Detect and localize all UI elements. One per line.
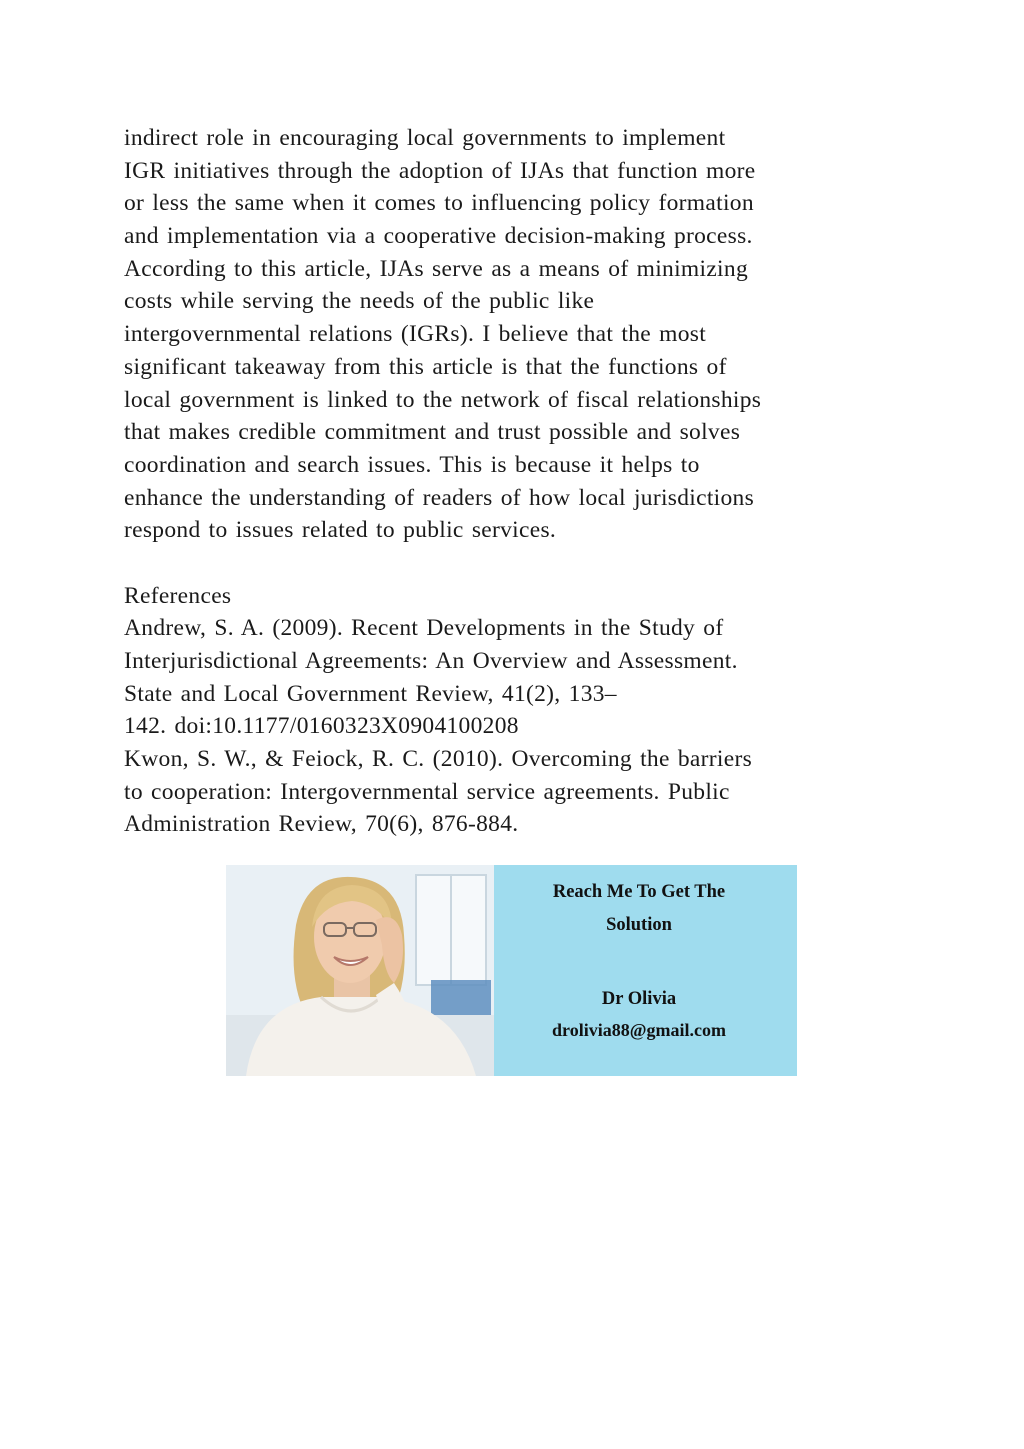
- reference-line: 142. doi:10.1177/0160323X0904100208: [124, 713, 519, 740]
- woman-photo-illustration: [226, 865, 494, 1076]
- body-line: costs while serving the needs of the public like: [124, 288, 595, 315]
- references-heading: References: [124, 582, 232, 609]
- woman-photo: [226, 865, 494, 1076]
- contact-line-1: Reach Me To Get The: [552, 882, 726, 902]
- body-line: indirect role in encouraging local governments to implement: [124, 125, 726, 151]
- contact-name: Dr Olivia: [601, 989, 677, 1009]
- body-line: respond to issues related to public services.: [124, 517, 557, 544]
- body-line: coordination and search issues. This is because it helps to: [124, 451, 700, 478]
- reference-line: State and Local Government Review, 41(2), 133–: [124, 680, 617, 707]
- reference-line: to cooperation: Intergovernmental service agreements. Public: [124, 778, 730, 805]
- contact-line-2: Solution: [606, 915, 672, 935]
- body-line: and implementation via a cooperative decision-making process.: [124, 223, 753, 250]
- body-line: or less the same when it comes to influencing policy formation: [124, 190, 754, 217]
- body-line: According to this article, IJAs serve as a means of minimizing: [124, 255, 748, 282]
- reference-line: Interjurisdictional Agreements: An Overview and Assessment.: [124, 648, 738, 674]
- body-line: IGR initiatives through the adoption of IJAs that function more: [124, 157, 756, 184]
- document-text: [124, 122, 914, 841]
- reference-line: Kwon, S. W., & Feiock, R. C. (2010). Overcoming the barriers: [124, 746, 753, 773]
- body-line: enhance the understanding of readers of how local jurisdictions: [124, 484, 755, 511]
- paragraph-gap: [124, 547, 914, 580]
- contact-email: drolivia88@gmail.com: [552, 1020, 726, 1040]
- reference-line: Andrew, S. A. (2009). Recent Developments in the Study of: [124, 615, 724, 642]
- body-line: that makes credible commitment and trust possible and solves: [124, 419, 741, 446]
- reference-line: Administration Review, 70(6), 876-884.: [124, 811, 519, 838]
- body-line: significant takeaway from this article is that the functions of: [124, 353, 727, 380]
- contact-banner: [226, 865, 797, 1076]
- contact-box: [494, 865, 797, 1076]
- body-line: local government is linked to the network of fiscal relationships: [124, 386, 762, 413]
- body-line: intergovernmental relations (IGRs). I believe that the most: [124, 321, 707, 348]
